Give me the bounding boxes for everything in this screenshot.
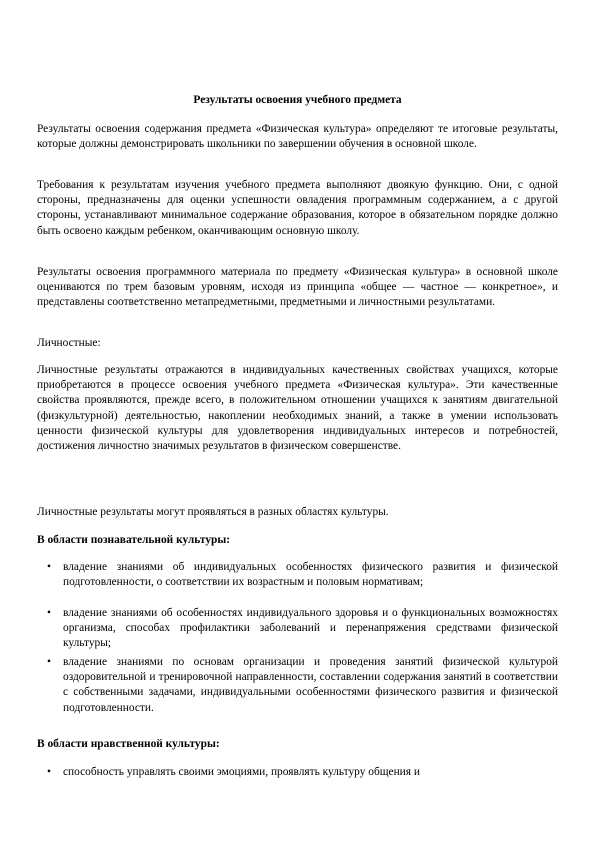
bullet-marker: •	[47, 607, 51, 619]
list-item: способность управлять своими эмоциями, проявлять культуру общения и	[63, 766, 420, 778]
paragraph-intro: Результаты освоения содержания предмета «Физическая культура» определяют те итоговые результаты, которые должны демонстрировать школьники по завершении обучения в основной школе.	[37, 123, 558, 151]
section-heading-cognitive: В области познавательной культуры:	[37, 534, 231, 546]
paragraph-culture-areas: Личностные результаты могут проявляться в разных областях культуры.	[37, 506, 389, 518]
list-item: владение знаниями об индивидуальных особенностях физического развития и физической подготовленности, о соответствии их возрастным и половым нормативам;	[63, 561, 558, 589]
document-title: Результаты освоения учебного предмета	[193, 94, 402, 106]
paragraph-personal-results: Личностные результаты отражаются в индивидуальных качественных свойствах учащихся, которые приобретаются в процессе освоения учебного предмета «Физическая культура». Эти качественные свойства проявляются, прежде всего, в положительном отношении учащихся к занятиям двигательной (физкультурной) деятельностью, накоплении необходимых знаний, а также в умении использовать ценности физической культуры для удовлетворения индивидуальных интересов и потребностей, достижения личностно значимых результатов в физическом совершенстве.	[37, 364, 558, 453]
bullet-marker: •	[47, 561, 51, 573]
bullet-marker: •	[47, 766, 51, 778]
bullet-marker: •	[47, 656, 51, 668]
paragraph-personal-label: Личностные:	[37, 337, 101, 349]
section-heading-moral: В области нравственной культуры:	[37, 738, 220, 750]
list-item: владение знаниями об особенностях индивидуального здоровья и о функциональных возможностях организма, способах профилактики заболеваний и перенапряжения средствами физической культуры;	[63, 607, 558, 650]
list-item: владение знаниями по основам организации и проведения занятий физической культурой оздоровительной и тренировочной направленности, составлении содержания занятий в соответствии с собственными задачами, индивидуальными особенностями физического развития и физической подготовленности.	[63, 656, 558, 714]
paragraph-levels: Результаты освоения программного материала по предмету «Физическая культура» в основной школе оцениваются по трем базовым уровням, исходя из принципа «общее — частное — конкретное», и представлены соответственно метапредметными, предметными и личностными результатами.	[37, 266, 558, 309]
paragraph-requirements: Требования к результатам изучения учебного предмета выполняют двоякую функцию. Они, с одной стороны, предназначены для оценки успешности овладения программным содержанием, а с другой стороны, устанавливают минимальное содержание образования, которое в обязательном порядке должно быть освоено каждым ребенком, оканчивающим основную школу.	[37, 179, 558, 237]
